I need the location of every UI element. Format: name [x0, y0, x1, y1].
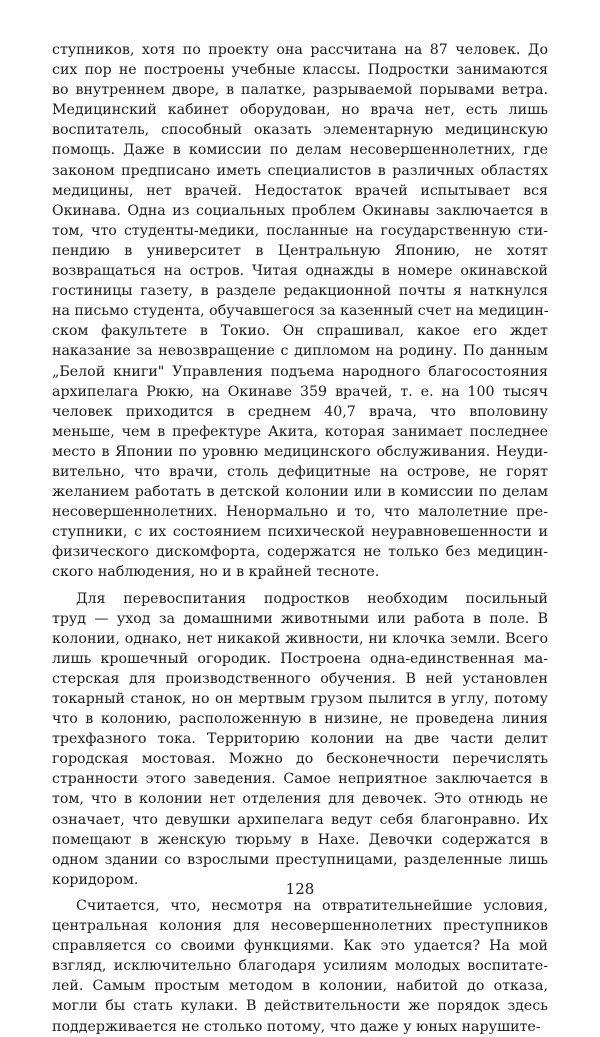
- text-line: поддерживается не столько потому, что даже у юных нарушите-: [52, 1018, 541, 1035]
- text-line: Окинава. Одна из социальных проблем Окинавы заключается в: [52, 202, 548, 219]
- text-line: „Белой книги" Управления подъема народного благосостояния: [52, 363, 548, 380]
- text-line: помощь. Даже в комиссии по делам несовершеннолетних, где: [52, 142, 548, 159]
- text-line: ступников, хотя по проекту она рассчитана на 87 человек. До: [52, 42, 548, 58]
- text-line: центральная колония для несовершеннолетних преступников: [52, 918, 548, 935]
- text-line: меньше, чем в префектуре Акита, которая занимает последнее: [52, 423, 548, 440]
- text-line: лей. Самым простым методом в колонии, набитой до отказа,: [52, 978, 548, 995]
- text-line: справляется со своими функциями. Как это удается? На мой: [52, 938, 548, 955]
- text-line: архипелага Рюкю, на Окинаве 359 врачей, т. е. на 100 тысяч: [52, 383, 548, 400]
- text-line: лишь крошечный огородик. Построена одна-единственная ма-: [52, 650, 548, 667]
- text-line: гостиницы газету, в разделе редакционной почты я наткнулся: [52, 283, 548, 300]
- text-line: помещают в женскую тюрьму в Нахе. Девочки содержатся в: [52, 831, 548, 848]
- text-line: странности этого заведения. Самое неприятное заключается в: [52, 771, 548, 788]
- text-line: человек приходится в среднем 40,7 врача, что вполовину: [52, 403, 548, 420]
- text-line: токарный станок, но он мертвым грузом пылится в углу, потому: [52, 691, 548, 707]
- text-line: ступники, с их состоянием психической неуравновешенности и: [52, 524, 548, 541]
- paragraph: [52, 896, 548, 1037]
- paragraph: [52, 40, 548, 583]
- text-line: физического дискомфорта, содержатся не только без медицин-: [52, 544, 548, 561]
- text-line: колонии, однако, нет никакой живности, ни клочка земли. Всего: [52, 630, 548, 647]
- paragraph: [52, 589, 548, 890]
- text-line: стерская для производственного обучения. В ней установлен: [52, 670, 548, 687]
- text-line: место в Японии по уровню медицинского обслуживания. Неуди-: [52, 443, 548, 460]
- text-line: возвращаться на остров. Читая однажды в номере окинавской: [52, 263, 548, 280]
- text-line: несовершеннолетних. Ненормально и то, что малолетние пре-: [52, 504, 548, 521]
- text-line: законом предписано иметь специалистов в различных областях: [52, 162, 548, 179]
- text-line: одном здании со взрослыми преступницами, разделенные лишь: [52, 851, 548, 868]
- text-line: медицины, нет врачей. Недостаток врачей испытывает вся: [52, 182, 548, 199]
- text-line: воспитатель, способный оказать элементарную медицинскую: [52, 122, 548, 139]
- page-number: 128: [285, 880, 315, 898]
- text-line: ского наблюдения, но и в крайней тесноте.: [52, 564, 380, 581]
- text-line: пендию в университет в Центральную Японию, не хотят: [52, 242, 548, 259]
- text-line: во внутреннем дворе, в палатке, разрываемой порывами ветра.: [52, 82, 548, 99]
- text-line: могли бы стать кулаки. В действительности же порядок здесь: [52, 998, 548, 1015]
- text-line: сих пор не построены учебные классы. Подростки занимаются: [52, 62, 548, 79]
- text-line: взгляд, исключительно благодаря усилиям молодых воспитате-: [52, 958, 548, 975]
- text-line: том, что студенты-медики, посланные на государственную сти-: [52, 222, 548, 239]
- text-line: означает, что девушки архипелага ведут себя благонравно. Их: [52, 811, 548, 828]
- text-line: что в колонию, расположенную в низине, не проведена линия: [52, 711, 548, 728]
- text-line: желанием работать в детской колонии или в комиссии по делам: [52, 484, 548, 501]
- text-line: том, что в колонии нет отделения для девочек. Это отнюдь не: [52, 791, 548, 808]
- text-line: трехфазного тока. Территорию колонии на две части делит: [52, 731, 548, 748]
- text-line: Считается, что, несмотря на отвратительнейшие условия,: [76, 897, 548, 914]
- text-line: Для перевоспитания подростков необходим посильный: [76, 590, 548, 607]
- text-line: труд — уход за домашними животными или работа в поле. В: [52, 610, 548, 627]
- text-line: городская мостовая. Можно до бесконечности перечислять: [52, 751, 548, 768]
- text-line: коридором.: [52, 871, 139, 888]
- text-line: на письмо студента, обучавшегося за казенный счет на медицин-: [52, 303, 549, 320]
- text-line: Медицинский кабинет оборудован, но врача нет, есть лишь: [52, 102, 548, 119]
- text-line: вительно, что врачи, столь дефицитные на острове, не горят: [52, 463, 548, 480]
- text-line: ском факультете в Токио. Он спрашивал, какое его ждет: [52, 323, 548, 340]
- text-line: наказание за невозвращение с дипломом на родину. По данным: [52, 343, 548, 360]
